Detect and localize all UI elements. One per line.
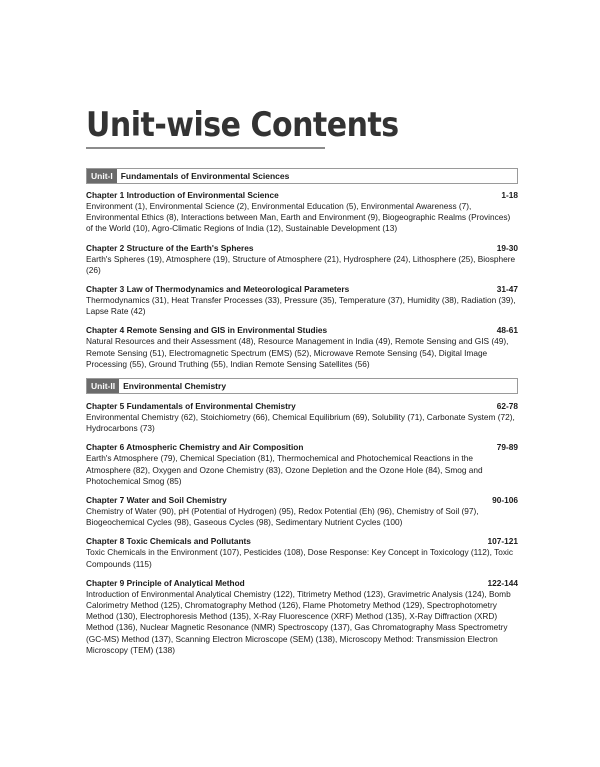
chapter-topics: Natural Resources and their Assessment (48), Resource Management in India (49), Remote Sensing and GIS (49), Remote Sensing (51), Electromagnetic Spectrum (EMS) (52), Microwave Remote Sensing (54), Digital Image Processing (55), Ground Truthing (55), Indian Remote Sensing Satellites (56): [86, 336, 509, 369]
chapter-title: Chapter 8 Toxic Chemicals and Pollutants: [86, 536, 251, 547]
contents-list: [86, 168, 518, 664]
chapter-topics: Earth's Atmosphere (79), Chemical Speciation (81), Thermochemical and Photochemical Reactions in the Atmosphere (82), Oxygen and Ozone Chemistry (83), Ozone Depletion and the Ozone Hole (84), Smog and Photochemical Smog (85): [86, 453, 483, 486]
chapter-pages: 107-121: [487, 536, 518, 547]
unit-header-1: [86, 168, 518, 184]
unit-label: Unit-II: [87, 379, 119, 393]
unit-title: Fundamentals of Environmental Sciences: [120, 171, 290, 181]
chapter-title: Chapter 3 Law of Thermodynamics and Meteorological Parameters: [86, 284, 350, 295]
chapter-entry: [86, 495, 518, 528]
chapter-entry: [86, 401, 518, 434]
chapter-title: Chapter 7 Water and Soil Chemistry: [86, 495, 227, 506]
chapter-topics: Thermodynamics (31), Heat Transfer Processes (33), Pressure (35), Temperature (37), Humidity (38), Radiation (39), Lapse Rate (42): [86, 295, 516, 317]
chapter-entry: [86, 536, 518, 569]
chapter-title: Chapter 9 Principle of Analytical Method: [86, 577, 245, 588]
unit-header-2: [86, 378, 518, 394]
chapter-entry: [86, 284, 518, 317]
unit-title: Environmental Chemistry: [123, 381, 227, 392]
chapter-entry: [86, 325, 518, 370]
chapter-pages: 62-78: [496, 401, 518, 412]
chapter-pages: 90-106: [492, 495, 518, 506]
chapter-entry: [86, 190, 518, 235]
chapter-pages: 79-89: [496, 442, 518, 453]
chapter-title: Chapter 4 Remote Sensing and GIS in Environmental Studies: [86, 325, 328, 336]
chapter-title: Chapter 2 Structure of the Earth's Spheres: [86, 242, 254, 253]
chapter-entry: [86, 578, 518, 656]
chapter-title: Chapter 1 Introduction of Environmental Science: [86, 190, 279, 200]
chapter-topics: Chemistry of Water (90), pH (Potential of Hydrogen) (95), Redox Potential (Eh) (96), Chemistry of Soil (97), Biogeochemical Cycles (98), Gaseous Cycles (98), Sedimentary Nutrient Cycles (100): [86, 506, 479, 528]
chapter-title: Chapter 6 Atmospheric Chemistry and Air Composition: [86, 442, 304, 453]
chapter-title: Chapter 5 Fundamentals of Environmental Chemistry: [86, 401, 296, 412]
chapter-pages: 1-18: [501, 190, 518, 200]
chapter-pages: 48-61: [496, 325, 518, 336]
title-underline: [86, 147, 325, 149]
chapter-topics: Environment (1), Environmental Science (2), Environmental Education (5), Environmental Awareness (7), Environmental Ethics (8), Interactions between Man, Earth and Environment (9), Biogeographic Realms (Provinces) of the World (10), Agro-Climatic Regions of India (12), Sustainable Development (13): [86, 201, 511, 234]
chapter-entry: [86, 442, 518, 487]
chapter-pages: 122-144: [487, 577, 518, 588]
chapter-topics: Toxic Chemicals in the Environment (107), Pesticides (108), Dose Response: Key Concept in Toxicology (112), Toxic Compounds (115): [86, 547, 514, 569]
chapter-topics: Earth's Spheres (19), Atmosphere (19), Structure of Atmosphere (21), Hydrosphere (24), Lithosphere (25), Biosphere (26): [86, 253, 516, 275]
chapter-pages: 19-30: [496, 242, 518, 253]
chapter-topics: Environmental Chemistry (62), Stoichiometry (66), Chemical Equilibrium (69), Solubility (71), Carbonate System (72), Hydrocarbons (73): [86, 412, 515, 434]
chapter-entry: [86, 243, 518, 276]
chapter-pages: 31-47: [496, 284, 518, 295]
unit-label: Unit-I: [87, 169, 117, 183]
chapter-topics: Introduction of Environmental Analytical Chemistry (122), Titrimetry Method (123), Gravimetric Analysis (124), Bomb Calorimetry Method (125), Chromatography Method (126), Flame Photometry Method (129), Spectrophotometry Method (130), Electrophoresis Method (135), X-Ray Fluorescence (XRF) Method (135), X-Ray Diffraction (XRD) Method (136), Nuclear Magnetic Resonance (NMR) Spectroscopy (137), Gas Chromatography Mass Spectrometry (GC-MS) Method (137), Scanning Electron Microscope (SEM) (138), Microscopy Method: Transmission Electron Microscopy (TEM) (138): [86, 588, 511, 655]
page-title: Unit-wise Contents: [86, 106, 399, 146]
